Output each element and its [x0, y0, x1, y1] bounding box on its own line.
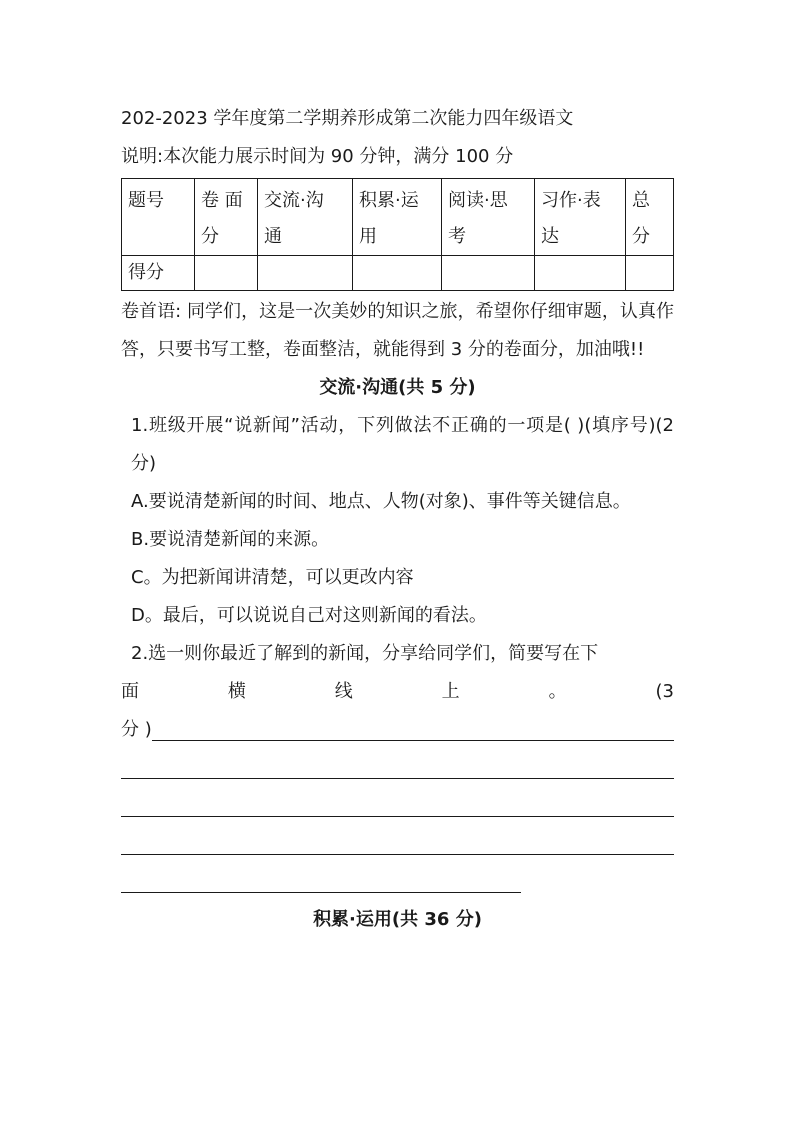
score-cell[interactable] [195, 256, 258, 291]
answer-line-3[interactable] [121, 787, 674, 825]
score-header-cell: 习作·表 达 [535, 179, 626, 256]
exam-page [121, 100, 674, 939]
section-title-communication: 交流·沟通(共 5 分) [319, 377, 476, 398]
question-2-spread-line [121, 673, 674, 711]
spread-char: 。 [548, 681, 567, 702]
score-table [121, 178, 674, 291]
score-cell[interactable] [626, 256, 674, 291]
answer-line-4[interactable] [121, 825, 674, 863]
answer-line-1[interactable] [121, 711, 674, 749]
spread-char: 上 [441, 681, 460, 702]
exam-instructions: 说明:本次能力展示时间为 90 分钟，满分 100 分 [121, 146, 514, 167]
spread-char: 横 [227, 681, 246, 702]
answer-line-5[interactable] [121, 863, 674, 901]
option-d[interactable]: D。最后，可以说说自己对这则新闻的看法。 [131, 605, 487, 626]
score-header-cell: 阅读·思 考 [442, 179, 535, 256]
option-a[interactable]: A.要说清楚新闻的时间、地点、人物(对象)、事件等关键信息。 [131, 491, 631, 512]
score-table-header-row [122, 179, 674, 256]
option-b[interactable]: B.要说清楚新闻的来源。 [131, 529, 330, 550]
answer-line-2[interactable] [121, 749, 674, 787]
score-table-score-row [122, 256, 674, 291]
score-header-cell: 卷 面 分 [195, 179, 258, 256]
score-cell[interactable] [442, 256, 535, 291]
score-header-cell: 题号 [122, 179, 195, 256]
question-1: 1.班级开展“说新闻”活动，下列做法不正确的一项是( )(填序号)(2 分) [131, 415, 674, 474]
option-c[interactable]: C。为把新闻讲清楚，可以更改内容 [131, 567, 414, 588]
question-2: 2.选一则你最近了解到的新闻，分享给同学们，简要写在下 [131, 643, 599, 664]
score-cell[interactable] [353, 256, 442, 291]
score-header-cell: 积累·运 用 [353, 179, 442, 256]
answer-underline [152, 739, 674, 741]
spread-char: (3 [655, 681, 674, 702]
question-2-points: 分 ) [121, 719, 152, 740]
section-title-accumulation: 积累·运用(共 36 分) [313, 909, 482, 930]
score-header-cell: 交流·沟 通 [258, 179, 353, 256]
score-header-cell: 总 分 [626, 179, 674, 256]
spread-char: 面 [121, 681, 139, 702]
preface-text: 卷首语: 同学们，这是一次美妙的知识之旅，希望你仔细审题，认真作答，只要书写工整，卷面整洁，就能得到 3 分的卷面分，加油哦!! [121, 301, 674, 360]
score-cell[interactable] [535, 256, 626, 291]
score-cell[interactable] [258, 256, 353, 291]
exam-title: 202-2023 学年度第二学期养形成第二次能力四年级语文 [121, 108, 574, 129]
spread-char: 线 [334, 681, 353, 702]
score-row-label: 得分 [122, 256, 195, 291]
